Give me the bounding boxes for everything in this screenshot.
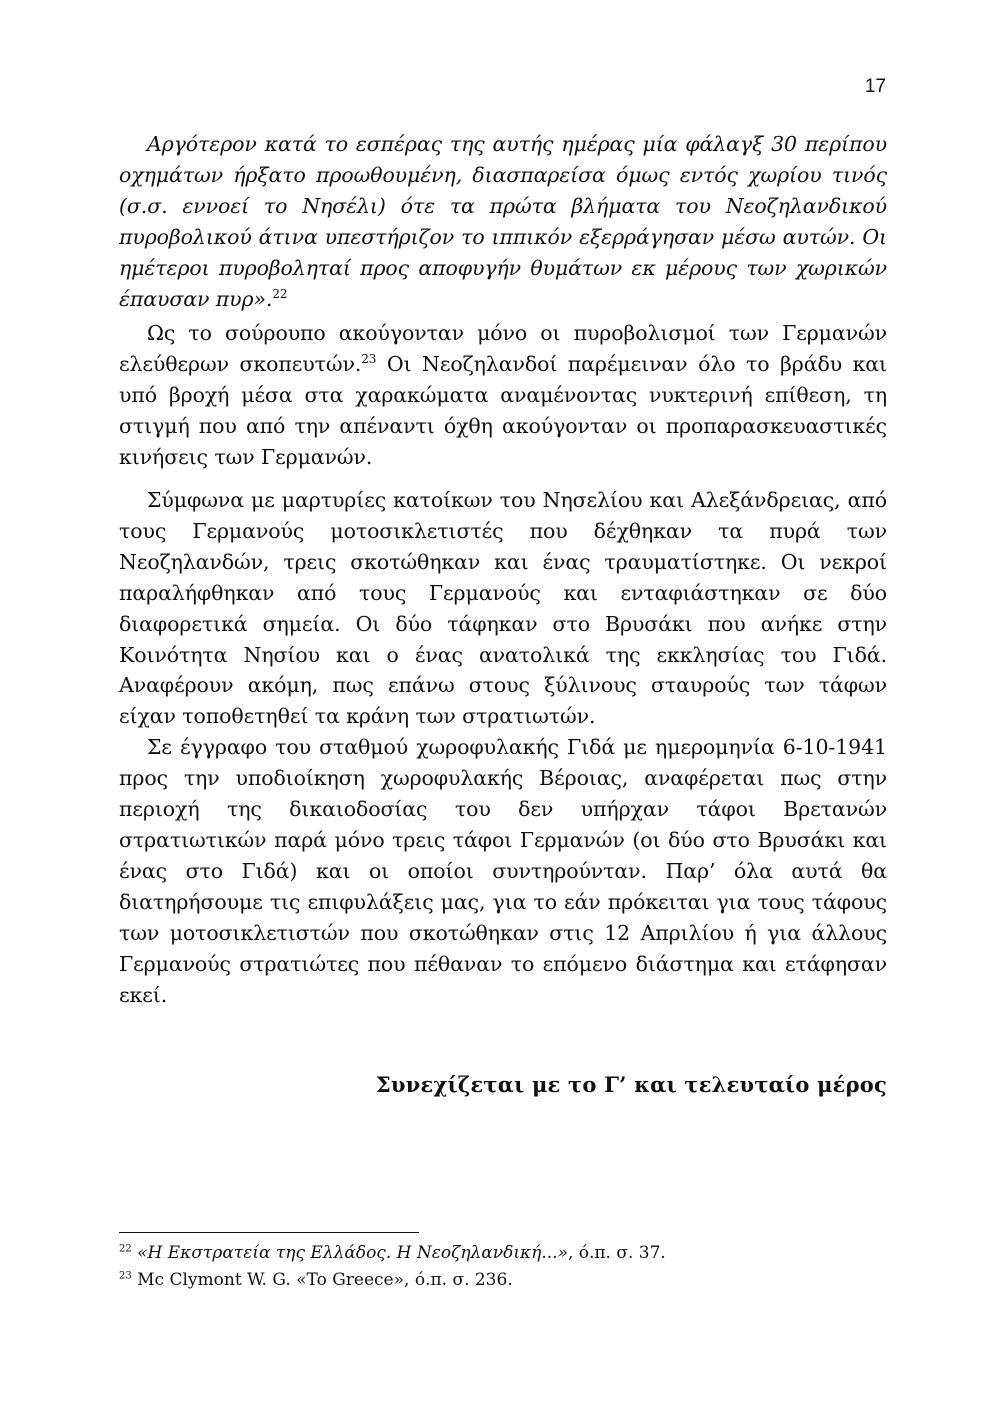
footnote-rest: , ό.π. σ. 37.	[567, 1243, 666, 1263]
page-number: 17	[864, 76, 886, 97]
paragraph-text: Οι Νεοζηλανδοί παρέμειναν όλο το βράδυ και υπό βροχή μέσα στα χαρακώματα αναμένοντας νυκτερινή επίθεση, τη στιγμή που από την απέναντι όχθη ακούγονταν οι προπαρασκευαστικές κινήσεις των Γερμανών.	[119, 351, 887, 469]
footnote-number: 23	[119, 1270, 132, 1282]
paragraph-text: Σύμφωνα με μαρτυρίες κατοίκων του Νησελίου και Αλεξάνδρειας, από τους Γερμανούς μοτοσικλετιστές που δέχθηκαν τα πυρά των Νεοζηλανδών, τρεις σκοτώθηκαν και ένας τραυματίστηκε. Οι νεκροί παραλήφθηκαν από τους Γερμανούς και ενταφιάστηκαν σε δύο διαφορετικά σημεία. Οι δύο τάφηκαν στο Βρυσάκι που ανήκε στην Κοινότητα Νησίου και ο ένας ανατολικά της εκκλησίας του Γιδά. Αναφέρουν ακόμη, πως επάνω στους ξύλινους σταυρούς των τάφων είχαν τοποθετηθεί τα κράνη των στρατιωτών.	[119, 488, 887, 729]
footnote-rest: , ό.π. σ. 236.	[404, 1270, 513, 1290]
continuation-note: Συνεχίζεται με το Γ’ και τελευταίο μέρος	[375, 1072, 887, 1097]
footnote-ref-22[interactable]: 22	[272, 286, 288, 301]
body-section-2	[119, 485, 887, 1010]
paragraph-text: Ως το σούρουπο ακούγονταν μόνο οι πυροβολισμοί των Γερμανών ελεύθερων σκοπευτών.	[119, 321, 887, 376]
quote-text: Αργότερον κατά το εσπέρας της αυτής ημέρας μία φάλαγξ 30 περίπου οχημάτων ήρξατο προωθουμένη, διασπαρείσα όμως εντός χωρίου τινός (σ.σ. εννοεί το Νησέλι) ότε τα πρώτα βλήματα του Νεοζηλανδικού πυροβολικού άτινα υπεστήριζον το ιππικόν εξερράγησαν μέσω αυτών. Οι ημέτεροι πυροβοληταί προς αποφυγήν θυμάτων εκ μέρους των χωρικών έπαυσαν πυρ».	[119, 132, 887, 311]
body-paragraph	[119, 318, 887, 473]
paragraph-text: Σε έγγραφο του σταθμού χωροφυλακής Γιδά με ημερομηνία 6-10-1941 προς την υποδιοίκηση χωροφυλακής Βέροιας, αναφέρεται πως στην περιοχή της δικαιοδοσίας του δεν υπήρχαν τάφοι Βρετανών στρατιωτικών παρά μόνο τρεις τάφοι Γερμανών (οι δύο στο Βρυσάκι και ένας στο Γιδά) και οι οποίοι συντηρούνταν. Παρ’ όλα αυτά θα διατηρήσουμε τις επιφυλάξεις μας, για το εάν πρόκειται για τους τάφους των μοτοσικλετιστών που σκοτώθηκαν στις 12 Απριλίου ή για άλλους Γερμανούς στρατιώτες που πέθαναν το επόμενο διάστημα και ετάφησαν εκεί.	[119, 735, 887, 1007]
body-section-1	[119, 318, 887, 473]
footnote-number: 22	[119, 1243, 132, 1255]
footnote-title: Mc Clymont W. G. «To Greece»	[137, 1270, 405, 1290]
quoted-passage	[119, 129, 887, 314]
footnote-ref-23[interactable]: 23	[361, 352, 377, 367]
footnote-divider	[119, 1232, 419, 1233]
body-paragraph	[119, 732, 887, 1010]
quote-paragraph	[119, 129, 887, 314]
body-paragraph	[119, 485, 887, 732]
footnote-23	[119, 1267, 887, 1294]
footnote-22	[119, 1240, 887, 1267]
footnotes	[119, 1240, 887, 1294]
footnote-title: «Η Εκστρατεία της Ελλάδος. Η Νεοζηλανδική...»	[137, 1243, 568, 1263]
